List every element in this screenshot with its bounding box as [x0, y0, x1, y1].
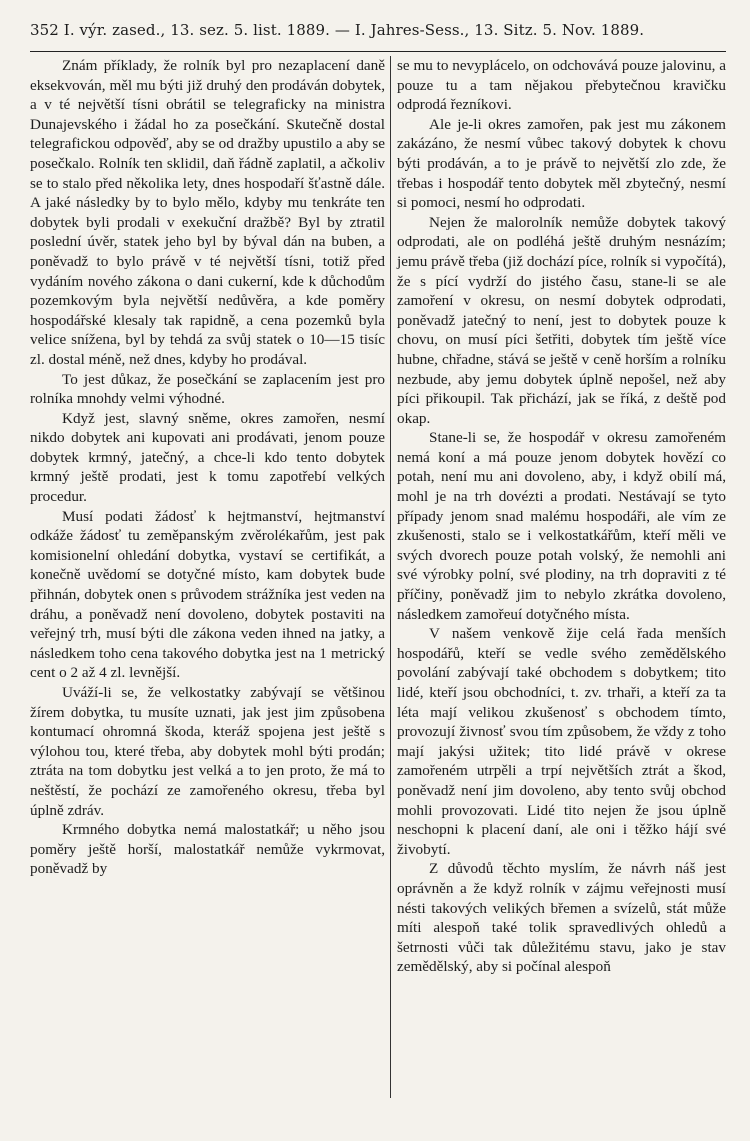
right-column: [397, 56, 726, 977]
paragraph: Uváží-li se, že velkostatky zabývají se většinou žírem dobytka, tu musíte uznati, jak jest jim způsobena kontumací ohromná škoda, kteráž spojena jest ještě s výlohou tou, které třeba, aby dobytek mohl býti prodán; ztráta na tom dobytku jest velká a to jen proto, že má to neštěstí, že pochází ze zamořeného okresu, třeba byl úplně zdráv.: [30, 684, 385, 819]
paragraph: Z důvodů těchto myslím, že návrh náš jest oprávněn a že když rolník v zájmu veřejnosti musí nésti takových velikých břemen a svízelů, stát může míti alespoň také tolik spravedlivých ohledů a šetrnosti vůči tak důležitému stavu, jako je stav zemědělský, aby si počínal alespoň: [397, 860, 726, 976]
paragraph: Znám příklady, že rolník byl pro nezaplacení daně eksekvován, měl mu býti již druhý den prodáván dobytek, a v té největší tísni obrátil se telegraficky na ministra Dunajevského i žádal ho za posečkání. Skutečně dostal telegrafickou odpověď, aby se od dražby upustilo a aby se posečkalo. Rolník ten sklidil, daň řádně zaplatil, a ačkoliv se to stalo před několika lety, dnes hospodaří šťastně dále. A jaké následky by to bylo mělo, kdyby mu tenkráte ten dobytek byli prodali v exekuční dražbě? Byl by ztratil poslední úvěr, statek jeho byl by býval dán na buben, a poněvadž to bylo právě v té největší tísni, totiž před vydáním nového zákona o dani cukerní, kde k důchodům pozemkovým byla největší nedůvěra, a kde poměry hospodářské klesaly tak rapidně, a cena pozemků byla velice snížena, byl by tehdá za svůj statek o 10—15 tisíc zl. dostal méně, než dnes, kdyby ho prodával.: [30, 57, 385, 368]
left-column: [30, 56, 385, 879]
paragraph: se mu to nevyplácelo, on odchovává pouze jalovinu, a pouze tu a tam nějakou přebytečnou kravičku odprodá řezníkovi.: [397, 57, 726, 114]
page-header: 352 I. výr. zased., 13. sez. 5. list. 1889. — I. Jahres-Sess., 13. Sitz. 5. Nov. 1889.: [30, 21, 645, 39]
paragraph: Když jest, slavný sněme, okres zamořen, nesmí nikdo dobytek ani kupovati ani prodávati, jenom pouze dobytek krmný, jatečný, a chce-li kdo tento dobytek krmný ještě prodati, jest k tomu zapotřebí velkých procedur.: [30, 409, 385, 506]
paragraph: Stane-li se, že hospodář v okresu zamořeném nemá koní a má pouze jenom dobytek hovězí co potah, není mu ani dovoleno, aby, i když obilí má, mohl je na trh dovézti a prodati. Nestávají se tyto případy jenom snad malému hospodáři, ale vím ze zkušenosti, stalo se i velkostatkářům, kteří měli ve svých dvorech pouze potah volský, že nemohli ani své výrobky polní, své plodiny, na trh dopraviti z té příčiny, poněvadž jim to nebylo zkrátka dovoleno, následkem zamořeuí dotyčného místa.: [397, 429, 726, 623]
paragraph: Nejen že malorolník nemůže dobytek takový odprodati, ale on podléhá ještě druhým nesnázím; jemu právě třeba (již dochází píce, rolník si vypočítá), že s pící vydrží do jistého času, stane-li se ale zamoření v okresu, on nesmí dobytek odprodati, poněvadž jatečný to není, jest to dobytek pouze k chovu, on musí píci šetřiti, dobytek tím ještě více hubne, chřadne, stává se ještě v ceně horším a rolníku nezbude, aby jemu dobytek úplně nepošel, než aby píci přikoupil. Tak přichází, jak se říká, z deště pod okap.: [397, 213, 726, 427]
paragraph: Ale je-li okres zamořen, pak jest mu zákonem zakázáno, že nesmí vůbec takový dobytek k chovu býti prodáván, a to je právě to největší zlo zde, že třebas i hospodář tento dobytek měl zbytečný, nesmí si pomoci, nesmí ho odprodati.: [397, 115, 726, 212]
paragraph: Krmného dobytka nemá malostatkář; u něho jsou poměry ještě horší, malostatkář nemůže vykrmovat, poněvadž by: [30, 821, 385, 878]
paragraph: Musí podati žádosť k hejtmanství, hejtmanství odkáže žádosť tu zeměpanským zvěrolékařům, jest pak komisionelní ohledání dobytka, vystaví se certifikát, a konečně uvědomí se dotyčné místo, kam dobytek bude přihnán, dobytek onen s průvodem strážníka jest veden na dráhu, a poněvadž není dovoleno, dobytek postaviti na veřejný trh, musí býti dle zákona veden ihned na jatky, a následkem toho cena takového dobytka jest na 1 metrický cent o 2 až 4 zl. levnější.: [30, 507, 385, 682]
paragraph: V našem venkově žije celá řada menších hospodářů, kteří se vedle svého zemědělského povolání zabývají také obchodem s dobytkem; tito lidé, kteří jsou obchodníci, t. zv. trhaři, a kteří za ta léta mají velikou zkušenosť s obchodem tímto, provozují živnosť svou tím způsobem, že vždy z toho mají jakýsi užitek; tito lidé právě v okrese zamořeném utrpěli a trpí největších ztrát a škod, poněvadž není jim dovoleno, aby tento svůj obchod mohli provozovati. Lidé tito nejen že jsou úplně neschopni k placení daní, ale oni i těžko hájí své živobytí.: [397, 625, 726, 858]
paragraph: To jest důkaz, že posečkání se zaplacením jest pro rolníka mnohdy velmi výhodné.: [30, 370, 385, 408]
column-divider: [390, 56, 391, 1098]
header-rule: [30, 51, 726, 52]
